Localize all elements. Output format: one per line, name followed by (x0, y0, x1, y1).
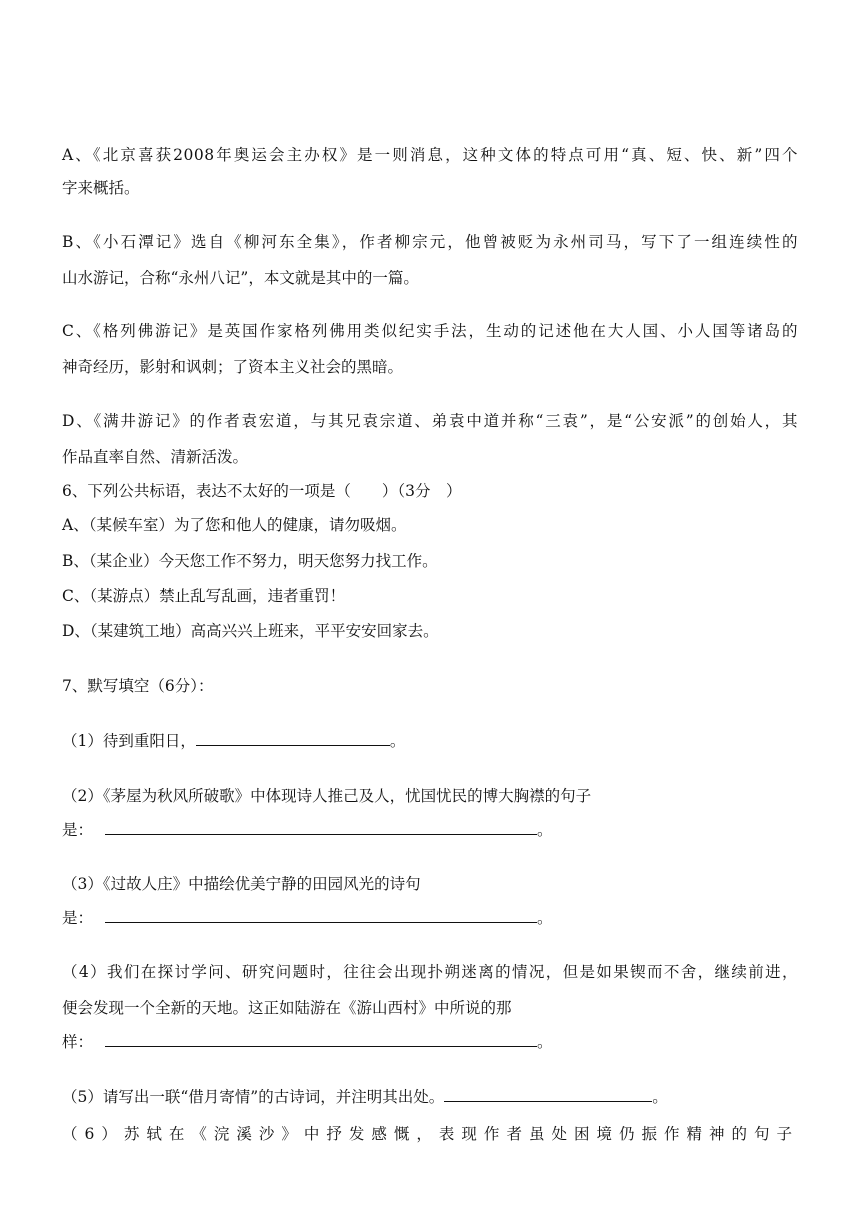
question-7-part-3-line1: （3）《过故人庄》中描绘优美宁静的田园风光的诗句 (62, 875, 421, 893)
part-5-prefix: （5）请写出一联“借月寄情”的古诗词，并注明其出处。 (62, 1088, 445, 1106)
question-7-stem: 7、默写填空（6分）： (62, 677, 214, 695)
part-4-suffix: 。 (537, 1033, 553, 1051)
question-7-part-1 (62, 731, 405, 751)
question-7-part-2-line2 (62, 820, 553, 840)
option-d-line2: 作品直率自然、清新活泼。 (62, 448, 249, 466)
question-6-option-c: C、（某游点）禁止乱写乱画，违者重罚！ (62, 587, 346, 605)
part-2-prefix: 是： (62, 821, 94, 839)
part-2-suffix: 。 (537, 821, 553, 839)
part-5-suffix: 。 (652, 1088, 668, 1106)
question-7-part-4-line2: 便会发现一个全新的天地。这正如陆游在《游山西村》中所说的那 (62, 999, 512, 1017)
question-7-part-3-line2 (62, 908, 553, 928)
part-1-suffix: 。 (389, 732, 406, 750)
question-7-part-4-line1: （4）我们在探讨学问、研究问题时，往往会出现扑朔迷离的情况，但是如果锲而不舍，继续前进， (62, 963, 798, 981)
question-7-part-5 (62, 1087, 668, 1107)
question-7-part-2-line1: （2）《茅屋为秋风所破歌》中体现诗人推己及人，忧国忧民的博大胸襟的句子 (62, 787, 592, 805)
answer-blank-4[interactable] (105, 1032, 537, 1047)
answer-blank-1[interactable] (196, 731, 390, 746)
option-a-line2: 字来概括。 (62, 179, 140, 197)
question-6-option-d: D、（某建筑工地）高高兴兴上班来，平平安安回家去。 (62, 622, 439, 640)
question-6-stem: 6、下列公共标语，表达不太好的一项是（ ）（3分 ） (62, 482, 462, 500)
option-b-line2: 山水游记，合称“永州八记”，本文就是其中的一篇。 (62, 269, 419, 287)
part-4-prefix: 样： (62, 1033, 94, 1051)
option-b-line1: B、《小石潭记》选自《柳河东全集》，作者柳宗元，他曾被贬为永州司马，写下了一组连续性的 (62, 233, 798, 251)
option-c-line2: 神奇经历，影射和讽刺；了资本主义社会的黑暗。 (62, 358, 404, 376)
question-7-part-6-line1: （6）苏轼在《浣溪沙》中抒发感慨，表现作者虽处困境仍振作精神的句子 (62, 1125, 798, 1143)
answer-blank-2[interactable] (105, 820, 537, 835)
option-c-line1: C、《格列佛游记》是英国作家格列佛用类似纪实手法，生动的记述他在大人国、小人国等诸岛的 (62, 322, 798, 340)
question-6-option-a: A、（某候车室）为了您和他人的健康，请勿吸烟。 (62, 516, 407, 534)
part-3-suffix: 。 (537, 909, 553, 927)
answer-blank-3[interactable] (105, 908, 537, 923)
answer-blank-5[interactable] (444, 1087, 652, 1102)
option-d-line1: D、《满井游记》的作者袁宏道，与其兄袁宗道、弟袁中道并称“三袁”，是“公安派”的创始人，其 (62, 412, 798, 430)
option-a-line1: A、《北京喜获2008年奥运会主办权》是一则消息，这种文体的特点可用“真、短、快、新”四个 (62, 146, 798, 164)
question-7-part-4-line3 (62, 1032, 553, 1052)
question-6-option-b: B、（某企业）今天您工作不努力，明天您努力找工作。 (62, 552, 438, 570)
part-3-prefix: 是： (62, 909, 94, 927)
part-1-prefix: （1）待到重阳日， (62, 732, 196, 750)
